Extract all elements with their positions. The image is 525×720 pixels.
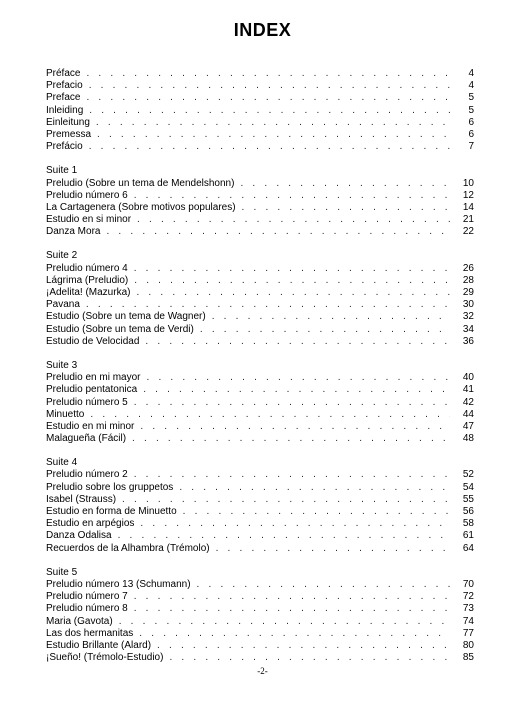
dot-leader bbox=[134, 275, 450, 287]
entry-page-number: 54 bbox=[462, 481, 474, 493]
entry-page-number: 10 bbox=[462, 177, 474, 189]
entry-page-number: 30 bbox=[462, 299, 474, 311]
entry-title: Danza Odalisa bbox=[46, 530, 112, 542]
dot-leader bbox=[139, 628, 450, 640]
toc-entry bbox=[46, 275, 474, 287]
entry-title: Einleitung bbox=[46, 116, 90, 128]
dot-leader bbox=[106, 226, 450, 238]
entry-page-number: 28 bbox=[462, 274, 474, 286]
entry-title: Lágrima (Preludio) bbox=[46, 274, 129, 286]
dot-leader bbox=[89, 105, 450, 117]
toc-entry bbox=[46, 80, 474, 92]
toc-entry bbox=[46, 68, 474, 80]
entry-page-number: 36 bbox=[462, 335, 474, 347]
entry-title: Preludio (Sobre un tema de Mendelshonn) bbox=[46, 177, 235, 189]
toc-group bbox=[46, 360, 474, 445]
entry-page-number: 41 bbox=[462, 384, 474, 396]
entry-page-number: 74 bbox=[462, 615, 474, 627]
toc-entry bbox=[46, 433, 474, 445]
entry-page-number: 5 bbox=[468, 104, 474, 116]
dot-leader bbox=[134, 190, 450, 202]
entry-page-number: 56 bbox=[462, 506, 474, 517]
entry-page-number: 4 bbox=[468, 68, 474, 79]
entry-page-number: 52 bbox=[462, 469, 474, 481]
entry-title: Estudio Brillante (Alard) bbox=[46, 639, 152, 651]
toc-entry bbox=[46, 202, 474, 214]
toc-entry bbox=[46, 141, 474, 153]
entry-page-number: 64 bbox=[462, 542, 474, 554]
entry-title: Estudio (Sobre un tema de Wagner) bbox=[46, 311, 206, 323]
dot-leader bbox=[86, 68, 450, 80]
dot-leader bbox=[157, 640, 450, 652]
toc-entry bbox=[46, 482, 474, 494]
entry-title: Pavana bbox=[46, 299, 80, 311]
entry-page-number: 80 bbox=[462, 639, 474, 651]
dot-leader bbox=[89, 80, 450, 92]
toc-entry bbox=[46, 129, 474, 141]
entry-title: ¡Sueño! (Trémolo-Estudio) bbox=[46, 652, 164, 664]
entry-title: Estudio en arpégios bbox=[46, 518, 135, 530]
toc-entry bbox=[46, 397, 474, 409]
section-heading: Suite 2 bbox=[46, 250, 78, 262]
entry-page-number: 29 bbox=[462, 287, 474, 298]
toc-group bbox=[46, 250, 474, 348]
dot-leader bbox=[146, 372, 450, 384]
toc-group bbox=[46, 68, 474, 153]
toc-entry bbox=[46, 579, 474, 591]
dot-leader bbox=[140, 518, 450, 530]
entry-page-number: 77 bbox=[462, 627, 474, 639]
dot-leader bbox=[134, 603, 450, 615]
dot-leader bbox=[136, 287, 450, 299]
toc-entry bbox=[46, 336, 474, 348]
dot-leader bbox=[179, 482, 450, 494]
entry-title: Preludio pentatonica bbox=[46, 384, 138, 396]
dot-leader bbox=[169, 652, 450, 664]
toc-entry bbox=[46, 616, 474, 628]
page-title: INDEX bbox=[233, 20, 292, 40]
entry-page-number: 21 bbox=[462, 214, 474, 226]
toc-group bbox=[46, 457, 474, 555]
toc-entry bbox=[46, 117, 474, 129]
entry-title: Estudio en forma de Minuetto bbox=[46, 506, 177, 517]
dot-leader bbox=[134, 397, 450, 409]
toc-entry bbox=[46, 628, 474, 640]
entry-title: Inleiding bbox=[46, 104, 84, 116]
section-heading: Suite 5 bbox=[46, 566, 78, 578]
entry-title: Prefácio bbox=[46, 141, 83, 153]
dot-leader bbox=[134, 263, 450, 275]
dot-leader bbox=[216, 543, 450, 555]
entry-title: Premessa bbox=[46, 128, 92, 140]
dot-leader bbox=[200, 324, 450, 336]
section-heading: Suite 3 bbox=[46, 359, 78, 371]
entry-title: ¡Adelita! (Mazurka) bbox=[46, 287, 131, 298]
page-number-footer: -2- bbox=[257, 666, 268, 676]
entry-title: Malagueña (Fácil) bbox=[46, 433, 127, 445]
entry-title: Preludio sobre los gruppetos bbox=[46, 481, 174, 493]
entry-page-number: 55 bbox=[462, 493, 474, 505]
entry-title: Preludio número 4 bbox=[46, 262, 128, 274]
toc-entry bbox=[46, 530, 474, 542]
entry-page-number: 73 bbox=[462, 603, 474, 615]
entry-title: Preludio número 7 bbox=[46, 591, 128, 603]
toc-entry bbox=[46, 409, 474, 421]
entry-title: Recuerdos de la Alhambra (Trémolo) bbox=[46, 542, 210, 554]
dot-leader bbox=[137, 214, 450, 226]
dot-leader bbox=[134, 469, 450, 481]
toc-entry bbox=[46, 214, 474, 226]
toc-entry bbox=[46, 469, 474, 481]
entry-title: Isabel (Strauss) bbox=[46, 493, 117, 505]
dot-leader bbox=[86, 299, 450, 311]
entry-page-number: 26 bbox=[462, 262, 474, 274]
section-heading: Suite 1 bbox=[46, 165, 78, 177]
entry-page-number: 85 bbox=[462, 652, 474, 664]
table-of-contents bbox=[46, 68, 474, 664]
entry-title: Minuetto bbox=[46, 408, 85, 420]
entry-page-number: 14 bbox=[462, 201, 474, 213]
entry-page-number: 12 bbox=[462, 189, 474, 201]
toc-entry bbox=[46, 494, 474, 506]
entry-page-number: 61 bbox=[462, 530, 474, 542]
entry-page-number: 5 bbox=[468, 92, 474, 104]
entry-page-number: 42 bbox=[462, 396, 474, 408]
dot-leader bbox=[145, 336, 450, 348]
dot-leader bbox=[242, 202, 450, 214]
entry-page-number: 47 bbox=[462, 420, 474, 432]
dot-leader bbox=[132, 433, 450, 445]
entry-title: Maria (Gavota) bbox=[46, 615, 113, 627]
entry-title: Preludio número 2 bbox=[46, 469, 128, 481]
dot-leader bbox=[197, 579, 450, 591]
entry-title: Estudio en mi minor bbox=[46, 420, 135, 432]
dot-leader bbox=[134, 591, 450, 603]
entry-title: Danza Mora bbox=[46, 226, 101, 238]
toc-entry bbox=[46, 105, 474, 117]
toc-entry bbox=[46, 640, 474, 652]
entry-page-number: 48 bbox=[462, 433, 474, 445]
entry-title: Estudio en si minor bbox=[46, 214, 132, 226]
entry-page-number: 6 bbox=[468, 116, 474, 128]
toc-group bbox=[46, 165, 474, 238]
toc-entry bbox=[46, 287, 474, 299]
section-heading: Suite 4 bbox=[46, 457, 78, 469]
dot-leader bbox=[183, 506, 450, 518]
entry-page-number: 40 bbox=[462, 372, 474, 384]
dot-leader bbox=[89, 141, 450, 153]
entry-page-number: 7 bbox=[468, 141, 474, 153]
entry-title: Préface bbox=[46, 68, 81, 79]
dot-leader bbox=[86, 92, 450, 104]
toc-entry bbox=[46, 226, 474, 238]
toc-entry bbox=[46, 543, 474, 555]
toc-entry bbox=[46, 190, 474, 202]
toc-entry bbox=[46, 384, 474, 396]
dot-leader bbox=[90, 409, 450, 421]
entry-page-number: 22 bbox=[462, 226, 474, 238]
entry-page-number: 70 bbox=[462, 578, 474, 590]
entry-title: Preludio número 5 bbox=[46, 396, 128, 408]
dot-leader bbox=[96, 117, 450, 129]
toc-entry bbox=[46, 299, 474, 311]
toc-entry bbox=[46, 372, 474, 384]
entry-page-number: 34 bbox=[462, 323, 474, 335]
toc-entry bbox=[46, 506, 474, 518]
entry-page-number: 32 bbox=[462, 311, 474, 323]
entry-page-number: 58 bbox=[462, 518, 474, 530]
toc-entry bbox=[46, 518, 474, 530]
entry-title: Preludio número 13 (Schumann) bbox=[46, 578, 191, 590]
entry-title: Estudio de Velocidad bbox=[46, 335, 140, 347]
entry-page-number: 72 bbox=[462, 591, 474, 603]
dot-leader bbox=[143, 384, 450, 396]
dot-leader bbox=[119, 616, 450, 628]
entry-title: Las dos hermanitas bbox=[46, 627, 134, 639]
toc-entry bbox=[46, 652, 474, 664]
entry-title: Prefacio bbox=[46, 80, 83, 92]
dot-leader bbox=[118, 530, 450, 542]
toc-entry bbox=[46, 178, 474, 190]
toc-entry bbox=[46, 324, 474, 336]
dot-leader bbox=[212, 311, 450, 323]
entry-title: Preludio en mi mayor bbox=[46, 372, 141, 384]
entry-page-number: 44 bbox=[462, 408, 474, 420]
dot-leader bbox=[122, 494, 450, 506]
toc-group bbox=[46, 567, 474, 665]
entry-title: Estudio (Sobre un tema de Verdi) bbox=[46, 323, 194, 335]
dot-leader bbox=[97, 129, 450, 141]
entry-title: La Cartagenera (Sobre motivos populares) bbox=[46, 201, 236, 213]
toc-entry bbox=[46, 591, 474, 603]
entry-page-number: 6 bbox=[468, 128, 474, 140]
toc-entry bbox=[46, 603, 474, 615]
entry-title: Preludio número 8 bbox=[46, 603, 128, 615]
entry-title: Preludio número 6 bbox=[46, 189, 128, 201]
toc-entry bbox=[46, 92, 474, 104]
toc-entry bbox=[46, 421, 474, 433]
toc-entry bbox=[46, 311, 474, 323]
toc-entry bbox=[46, 263, 474, 275]
entry-page-number: 4 bbox=[468, 80, 474, 92]
dot-leader bbox=[240, 178, 450, 190]
dot-leader bbox=[140, 421, 450, 433]
entry-title: Preface bbox=[46, 92, 81, 104]
